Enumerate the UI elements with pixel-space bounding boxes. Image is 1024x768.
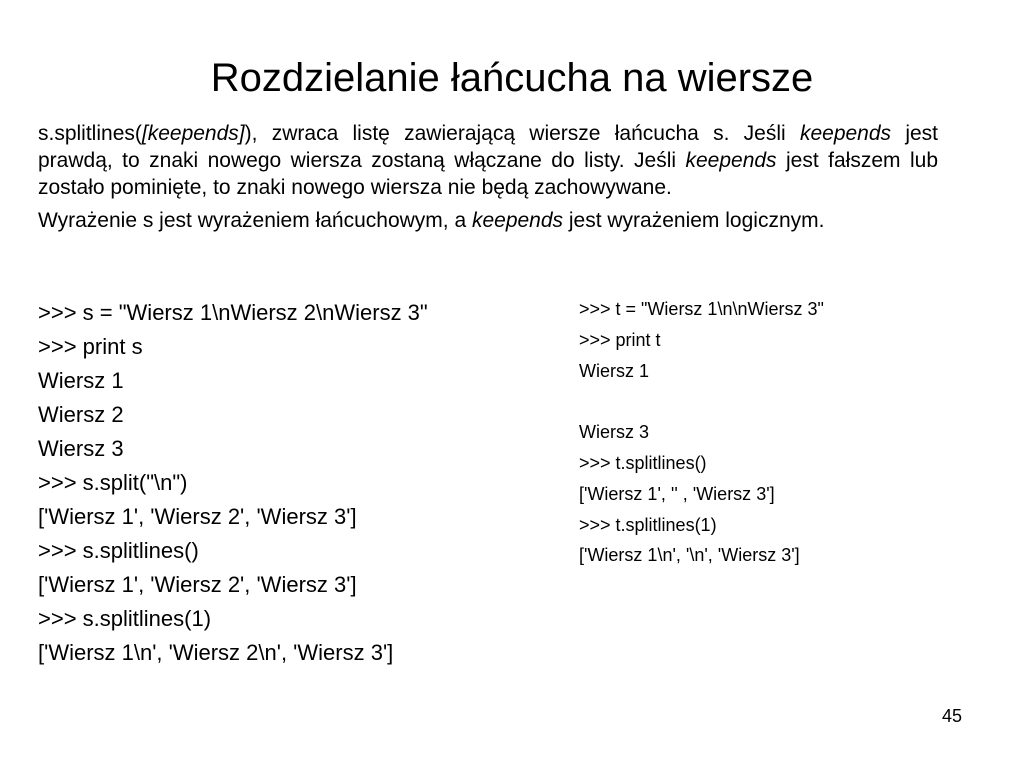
code-line: >>> s.split("\n") xyxy=(38,470,188,495)
description-text: jest fałszem lub zostało pominięte, to znaki nowego wiersza nie będą zachowywane. xyxy=(38,149,938,199)
page-number: 45 xyxy=(941,706,962,726)
description-text: jest wyrażeniem logicznym. xyxy=(563,209,825,232)
code-line: Wiersz 1 xyxy=(38,368,124,393)
method-signature: s.splitlines( xyxy=(38,122,142,145)
code-line xyxy=(579,386,999,417)
code-line: >>> print t xyxy=(579,329,661,350)
slide-title: Rozdzielanie łańcucha na wiersze xyxy=(210,56,814,100)
code-line: Wiersz 1 xyxy=(579,360,650,381)
right-code-example xyxy=(579,294,999,571)
code-line: ['Wiersz 1', 'Wiersz 2', 'Wiersz 3'] xyxy=(38,572,357,597)
keepends-argument: [keepends] xyxy=(141,122,245,145)
code-line: Wiersz 3 xyxy=(579,422,650,443)
code-line: >>> print s xyxy=(38,334,143,359)
code-line: >>> t.splitlines() xyxy=(579,452,707,473)
keepends-keyword: keepends xyxy=(685,149,777,172)
code-line: >>> t.splitlines(1) xyxy=(579,514,717,535)
keepends-keyword: keepends xyxy=(471,209,564,232)
description xyxy=(38,120,938,240)
code-line: >>> s.splitlines(1) xyxy=(38,606,212,631)
code-line: ['Wiersz 1\n', 'Wiersz 2\n', 'Wiersz 3'] xyxy=(38,640,394,665)
code-line: Wiersz 2 xyxy=(38,402,124,427)
description-text: Wyrażenie s jest wyrażeniem łańcuchowym, a xyxy=(38,209,472,232)
code-line: ['Wiersz 1', '' , 'Wiersz 3'] xyxy=(579,483,775,504)
code-line: >>> s = "Wiersz 1\nWiersz 2\nWiersz 3" xyxy=(38,300,428,325)
keepends-keyword: keepends xyxy=(799,122,892,145)
description-paragraph-1 xyxy=(38,120,938,201)
description-paragraph-2 xyxy=(38,207,938,234)
description-text: jest prawdą, to znaki nowego wiersza zostaną włączane do listy. Jeśli xyxy=(38,122,938,172)
code-line: ['Wiersz 1\n', '\n', 'Wiersz 3'] xyxy=(579,545,800,566)
left-code-example xyxy=(38,296,558,670)
code-line: Wiersz 3 xyxy=(38,436,124,461)
code-line: >>> t = "Wiersz 1\n\nWiersz 3" xyxy=(579,299,824,319)
code-line: >>> s.splitlines() xyxy=(38,538,199,563)
description-text: ), zwraca listę zawierającą wiersze łańcucha s. Jeśli xyxy=(244,122,800,145)
code-line: ['Wiersz 1', 'Wiersz 2', 'Wiersz 3'] xyxy=(38,504,357,529)
